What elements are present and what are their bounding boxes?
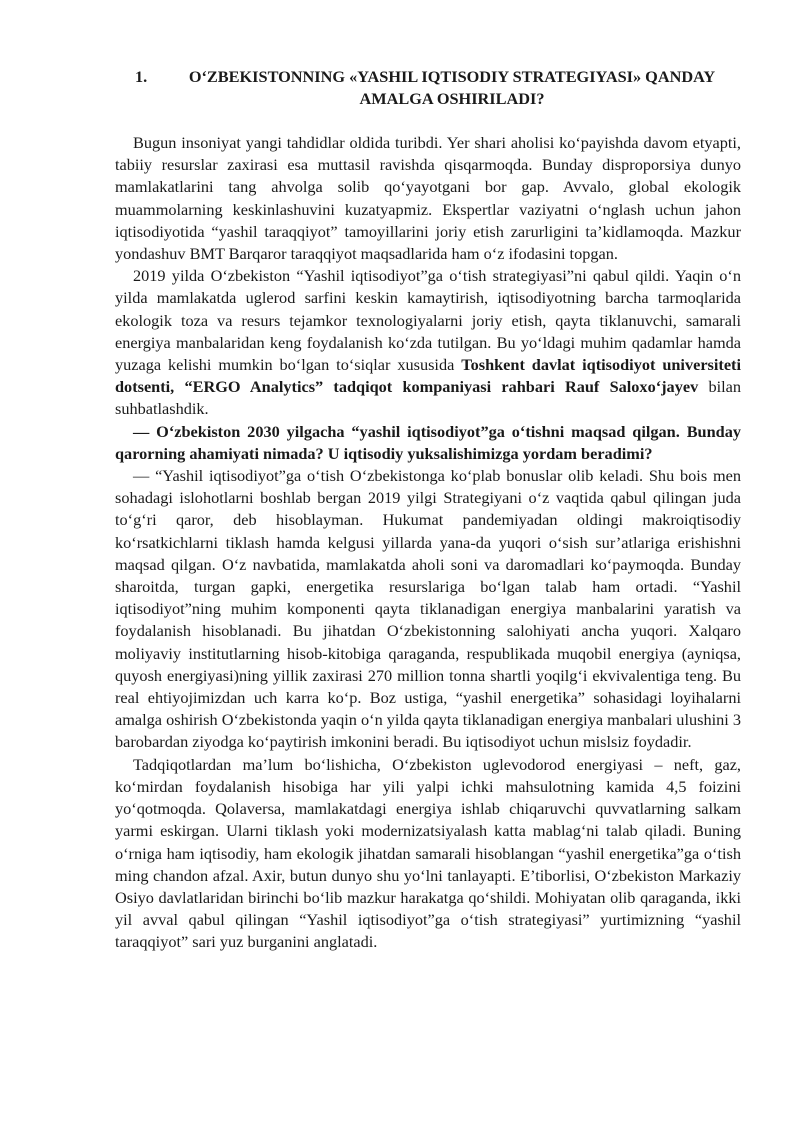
interview-question-text: — O‘zbekiston 2030 yilgacha “yashil iqtisodiyot”ga o‘tishni maqsad qilgan. Bunday qarorning ahamiyati nimada? U iqtisodiy yuksalishimizga yordam beradimi? — [115, 421, 741, 463]
section-title: O‘ZBEKISTONNING «YASHIL IQTISODIY STRATEGIYASI» QANDAY AMALGA OSHIRILADI? — [188, 67, 716, 108]
section-number: 1. — [135, 67, 148, 86]
document-page — [115, 66, 741, 954]
interview-answer: — “Yashil iqtisodiyot”ga o‘tish O‘zbekistonga ko‘plab bonuslar olib keladi. Shu bois men sohadagi islohotlarni boshlab bergan 2019 yilgi Strategiyani o‘z vaqtida qabul qilingan juda to‘g‘ri qaror, deb hisoblayman. Hukumat pandemiyadan oldingi makroiqtisodiy ko‘rsatkichlarni tiklash hamda kelgusi yillarda yana-da yuqori o‘sish sur’atlariga erishishni maqsad qilgan. O‘z navbatida, mamlakatda aholi soni va daromadlari ko‘paymoqda. Bunday sharoitda, turgan gapki, energetika resurslariga bo‘lgan talab ham ortadi. “Yashil iqtisodiyot”ning muhim komponenti qayta tiklanadigan energiya manbalarini yaratish va foydalanish hisoblanadi. Bu jihatdan O‘zbekistonning salohiyati ancha yuqori. Xalqaro moliyaviy institutlarning hisob-kitobiga qaraganda, respublikada muqobil energiya (ayniqsa, quyosh energiyasi)ning yillik zaxirasi 270 million tonna shartli yoqilg‘i ekvivalentiga teng. Bu real ehtiyojimizdan uch karra ko‘p. Boz ustiga, “yashil energetika” sohasidagi loyihalarni amalga oshirish O‘zbekistonda yaqin o‘n yilda qayta tiklanadigan energiya manbalari ulushini 3 barobardan ziyodga ko‘paytirish imkonini beradi. Bu iqtisodiyot uchun mislsiz foydadir. — [115, 466, 741, 752]
interview-question — [115, 421, 741, 465]
interviewee-name: Toshkent davlat iqtisodiyot universiteti dotsenti, “ERGO Analytics” tadqiqot kompaniyasi rahbari Rauf Saloxo‘jayev — [115, 355, 742, 397]
paragraph-strategy-text: 2019 yilda O‘zbekiston “Yashil iqtisodiyot”ga o‘tish strategiyasi”ni qabul qildi. Yaqin o‘n yilda mamlakatda uglerod sarfini keskin kamaytirish, iqtisodiyotning barcha tarmoqlarida ekologik toza va resurs tejamkor texnologiyalarni joriy etish, qayta tiklanuvchi, samarali energiya manbalaridan keng foydalanish ko‘zda tutilgan. Bu yo‘ldagi muhim qadamlar hamda yuzaga kelishi mumkin bo‘lgan to‘siqlar xususida — [115, 266, 741, 375]
paragraph-strategy — [115, 265, 741, 420]
paragraph-strategy-end: bilan suhbatlashdik. — [115, 377, 742, 419]
paragraph-intro: Bugun insoniyat yangi tahdidlar oldida turibdi. Yer shari aholisi ko‘payishda davom etyapti, tabiiy resurslar zaxirasi esa muttasil ravishda qisqarmoqda. Bunday disproporsiya dunyo mamlakatlarini tang ahvolga solib qo‘yayotgani bor gap. Avvalo, global ekologik muammolarning keskinlashuvini kuzatyapmiz. Ekspertlar vaziyatni o‘nglash uchun jahon iqtisodiyotida “yashil taraqqiyot” tamoyillarini joriy etish zarurligini ta’kidlamoqda. Mazkur yondashuv BMT Barqaror taraqqiyot maqsadlarida ham o‘z ifodasini topgan. — [115, 133, 741, 264]
paragraph-research: Tadqiqotlardan ma’lum bo‘lishicha, O‘zbekiston uglevodorod energiyasi – neft, gaz, ko‘mirdan foydalanish hisobiga har yili yalpi ichki mahsulotning kamida 4,5 foizini yo‘qotmoqda. Qolaversa, mamlakatdagi energiya ishlab chiqaruvchi quvvatlarning salkam yarmi eskirgan. Ularni tiklash yoki modernizatsiyalash katta mablag‘ni talab qiladi. Buning o‘rniga ham iqtisodiy, ham ekologik jihatdan samarali hisoblangan “yashil energetika”ga o‘tish ming chandon afzal. Axir, butun dunyo shu yo‘lni tanlayapti. E’tiborlisi, O‘zbekiston Markaziy Osiyo davlatlaridan birinchi bo‘lib mazkur harakatga qo‘shildi. Mohiyatan olib qaraganda, ikki yil avval qabul qilingan “Yashil iqtisodiyot”ga o‘tish strategiyasi” yurtimizning “yashil taraqqiyot” sari yuz burganini anglatadi. — [115, 754, 741, 952]
section-heading — [115, 66, 741, 110]
